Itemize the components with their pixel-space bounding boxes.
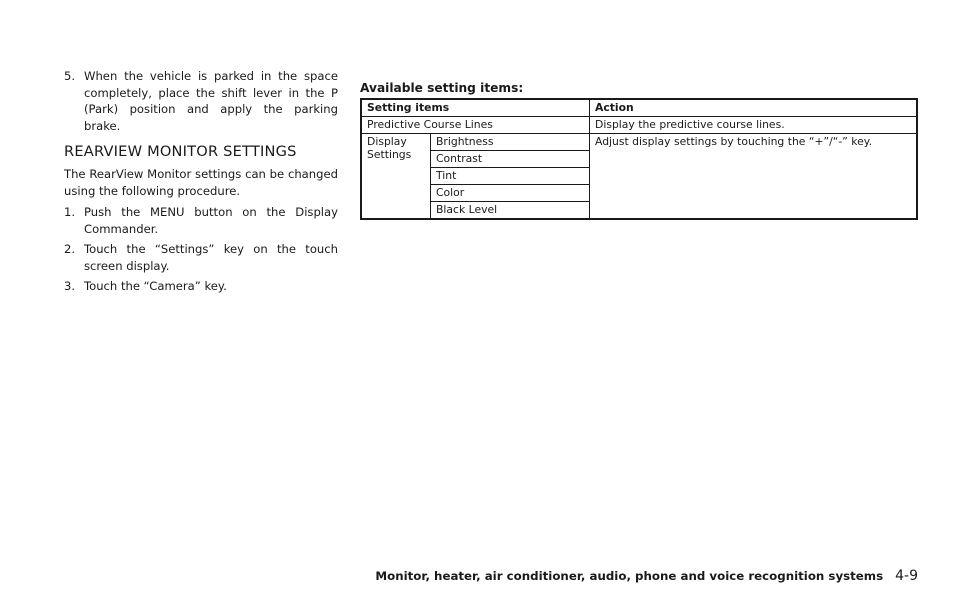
intro-paragraph: The RearView Monitor settings can be changed using the following procedure. — [64, 167, 338, 198]
page-number: 4-9 — [895, 568, 918, 584]
step-number: 5. — [64, 69, 76, 83]
cell-brightness: Brightness — [431, 134, 590, 151]
cell-black-level: Black Level — [431, 202, 590, 220]
step-number: 1. — [64, 205, 76, 219]
header-setting-items: Setting items — [361, 99, 590, 117]
step-text: When the vehicle is parked in the space completely, place the shift lever in the P (Park) position and apply the parking brake. — [84, 69, 338, 133]
left-column — [64, 68, 338, 299]
step-text: Touch the “Settings” key on the touch screen display. — [84, 242, 338, 273]
section-heading: REARVIEW MONITOR SETTINGS — [64, 143, 297, 160]
cell-display-action: Adjust display settings by touching the “+”/“-” key. — [590, 134, 918, 220]
step-text: Push the MENU button on the Display Commander. — [84, 205, 338, 236]
table-row — [361, 117, 917, 134]
step-number: 2. — [64, 242, 76, 256]
step-3 — [64, 278, 338, 295]
cell-color: Color — [431, 185, 590, 202]
step-1 — [64, 204, 338, 237]
cell-tint: Tint — [431, 168, 590, 185]
right-column — [360, 81, 918, 220]
step-2 — [64, 241, 338, 274]
settings-table — [360, 98, 918, 220]
table-header-row — [361, 99, 917, 117]
step-5 — [64, 68, 338, 134]
cell-display-settings: Display Settings — [361, 134, 431, 220]
header-action: Action — [590, 99, 918, 117]
step-number: 3. — [64, 279, 76, 293]
step-text: Touch the “Camera” key. — [84, 279, 227, 293]
cell-contrast: Contrast — [431, 151, 590, 168]
cell-predictive-item: Predictive Course Lines — [361, 117, 590, 134]
page-footer — [375, 568, 918, 584]
footer-section-title: Monitor, heater, air conditioner, audio, phone and voice recognition systems — [375, 569, 884, 583]
table-row — [361, 134, 917, 151]
table-title: Available setting items: — [360, 81, 524, 95]
cell-predictive-action: Display the predictive course lines. — [590, 117, 918, 134]
